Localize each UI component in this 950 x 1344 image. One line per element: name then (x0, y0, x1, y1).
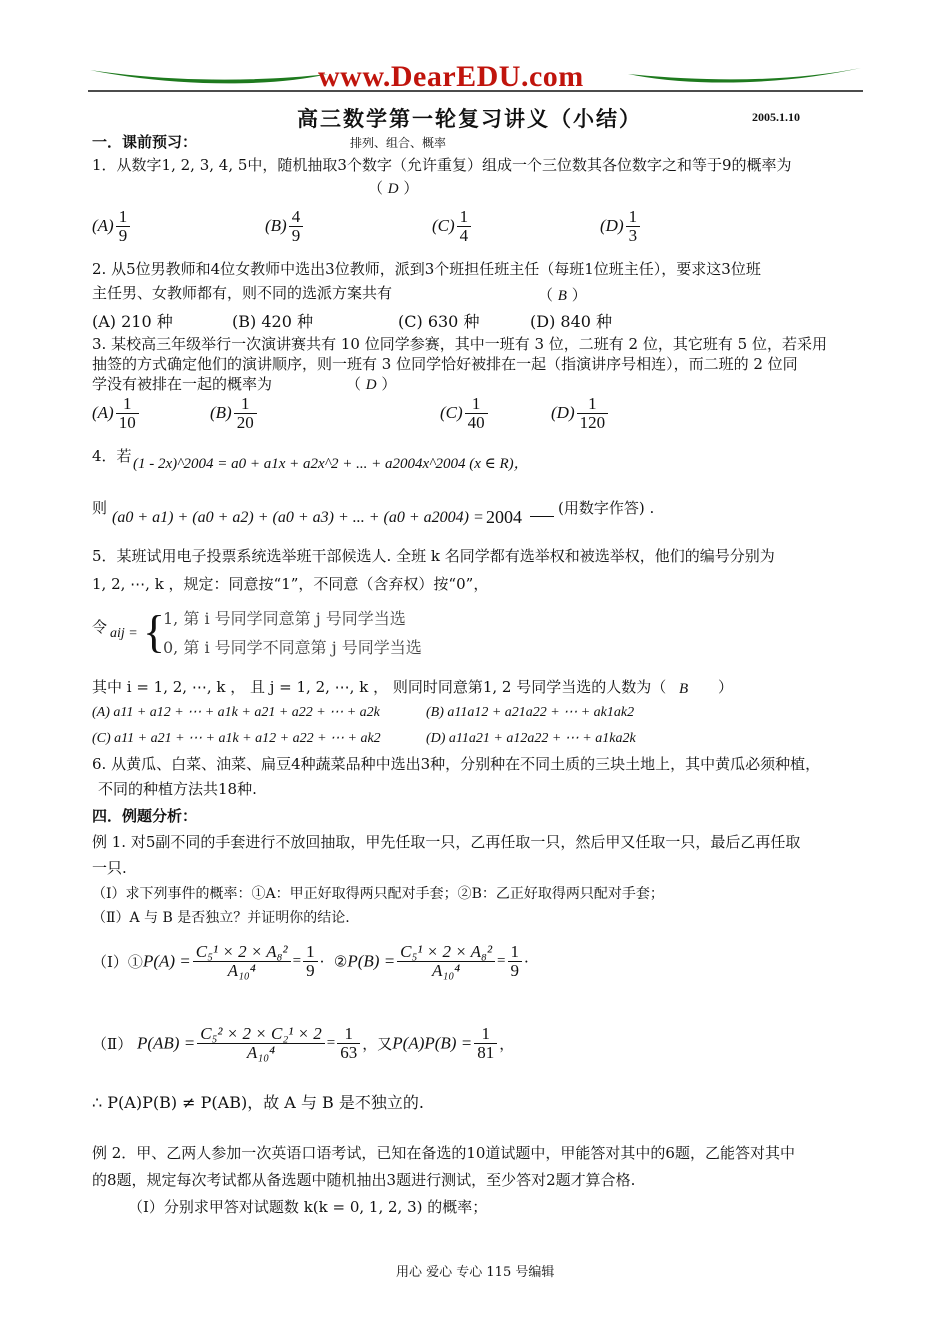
q1-option-a: (A) $\frac{1}{9}$ (92, 208, 132, 245)
q2-line2: 主任男、女教师都有，则不同的选派方案共有 (92, 284, 393, 302)
q4-prefix: 4．若 (92, 447, 132, 465)
q2-option-a: (A) 210 种 (92, 312, 173, 331)
ex1-part1: （Ⅰ）求下列事件的概率：①A：甲正好取得两只配对手套；②B：乙正好取得两只配对手套； (92, 886, 664, 902)
q2-answer-bracket: （ B ） (538, 286, 587, 304)
ex1-conclusion: ∴ P(A)P(B) ≠ P(AB)，故 A 与 B 是不独立的. (92, 1093, 424, 1112)
q4-answer-underline (530, 516, 554, 517)
q4-sum: (a0 + a1) + (a0 + a2) + (a0 + a3) + ... + (a0 + a2004) = (112, 509, 484, 526)
q5-option-d: (D) a11a21 + a12a22 + ⋯ + a1ka2k (426, 731, 636, 746)
site-logo-text: www.DearEDU.com (318, 60, 584, 93)
q3-option-c: (C) $\frac{1}{40}$ (440, 395, 490, 432)
section-heading-preview: 一．课前预习： (92, 133, 198, 151)
q5-answer: B (679, 681, 689, 697)
q1-text: 1．从数字1, 2, 3, 4, 5中，随机抽取3个数字（允许重复）组成一个三位数其各位数字之和等于9的概率为 (92, 156, 792, 174)
q4-note: (用数字作答) . (558, 499, 655, 517)
q6-line1: 6. 从黄瓜、白菜、油菜、扁豆4种蔬菜品种中选出3种，分别种在不同土质的三块土地上，其中黄瓜必须种植， (92, 755, 821, 773)
q3-option-b: (B) $\frac{1}{20}$ (210, 395, 259, 432)
ex1-line2: 一只. (92, 859, 127, 877)
q3-line1: 3. 某校高三年级举行一次演讲赛共有 10 位同学参赛，其中一班有 3 位，二班有 2 位，其它班有 5 位，若采用 (92, 335, 827, 353)
q3-answer-bracket: （ D ） (346, 375, 397, 393)
q1-answer: D (387, 181, 399, 197)
q5-option-c: (C) a11 + a21 + ⋯ + a1k + a12 + a22 + ⋯ + ak2 (92, 731, 381, 746)
q2-option-b: (B) 420 种 (232, 312, 313, 331)
q4-answer: 2004 (486, 507, 522, 527)
ex1-part2: （Ⅱ）A 与 B 是否独立？并证明你的结论. (92, 910, 350, 926)
q5-close: ） (718, 678, 734, 696)
q4-then: 则 (92, 499, 108, 517)
q5-option-a: (A) a11 + a12 + ⋯ + a1k + a21 + a22 + ⋯ + a2k (92, 705, 380, 720)
logo-swoosh-left (90, 70, 328, 83)
q5-brace: { (143, 606, 166, 657)
ex2-line1: 例 2．甲、乙两人参加一次英语口语考试，已知在备选的10道试题中，甲能答对其中的6题，乙能答对其中 (92, 1144, 795, 1162)
section-topics: 排列、组合、概率 (350, 136, 447, 150)
section-heading-examples: 四．例题分析： (92, 807, 198, 825)
ex2-line2: 的8题，规定每次考试都从备选题中随机抽出3题进行测试，至少答对2题才算合格. (92, 1171, 636, 1189)
q3-option-d: (D) $\frac{1}{120}$ (551, 395, 610, 432)
q5-case0: 0, 第 i 号同学不同意第 j 号同学当选 (163, 638, 422, 657)
logo-swoosh-right (628, 68, 861, 83)
q1-option-b: (B) $\frac{4}{9}$ (265, 208, 305, 245)
ex1-solution-1: （Ⅰ）①P(A) = $\frac{\text{C₅¹ × 2 × A₈²}}{\text{A₁₀⁴}}$ = $\frac{1}{9}$ · ②P(B) = $\frac{\text{C₅¹ × 2 × A₈²}}{\text{A₁₀⁴}}$ = $\frac{1}{9}$ · (92, 942, 529, 980)
q5-option-b: (B) a11a12 + a21a22 + ⋯ + ak1ak2 (426, 705, 635, 720)
q3-line2: 抽签的方式确定他们的演讲顺序，则一班有 3 位同学恰好被排在一起（指演讲序号相连），而二班的 2 位同 (92, 355, 798, 373)
q1-answer-bracket: （ D ） (368, 179, 419, 197)
q5-question: 其中 i = 1, 2, ⋯, k ， 且 j = 1, 2, ⋯, k ， 则同时同意第1, 2 号同学当选的人数为（ (92, 678, 667, 696)
ex1-solution-2: （Ⅱ） P(AB) = $\frac{\text{C₅² × 2 × C₂¹ × 2}}{\text{A₁₀⁴}}$ = $\frac{1}{63}$ ，又P(A)P(B) = $\frac{1}{81}$ ， (92, 1024, 515, 1062)
q4-expansion: (1 - 2x)^2004 = a0 + a1x + a2x^2 + ... + a2004x^2004 (x ∈ R)， (133, 456, 529, 472)
q2-line1: 2. 从5位男教师和4位女教师中选出3位教师，派到3个班担任班主任（每班1位班主任），要求这3位班 (92, 260, 761, 278)
q2-option-c: (C) 630 种 (398, 312, 480, 331)
q1-option-d: (D) $\frac{1}{3}$ (600, 208, 642, 245)
q2-answer: B (557, 288, 567, 304)
page-date: 2005.1.10 (752, 110, 800, 124)
q5-ling: 令 (92, 618, 108, 636)
q3-answer: D (365, 377, 377, 393)
ex1-line1: 例 1. 对5副不同的手套进行不放回抽取，甲先任取一只，乙再任取一只，然后甲又任取一只，最后乙再任取 (92, 833, 801, 851)
q5-line1: 5．某班试用电子投票系统选举班干部候选人. 全班 k 名同学都有选举权和被选举权，他们的编号分别为 (92, 547, 775, 565)
page-title: 高三数学第一轮复习讲义（小结） (297, 106, 642, 131)
q2-option-d: (D) 840 种 (530, 312, 613, 331)
q3-option-a: (A) $\frac{1}{10}$ (92, 395, 141, 432)
q5-case1: 1, 第 i 号同学同意第 j 号同学当选 (163, 609, 406, 628)
page-footer: 用心 爱心 专心 115 号编辑 (396, 1265, 555, 1280)
ex2-part1: （Ⅰ）分别求甲答对试题数 k(k = 0, 1, 2, 3) 的概率； (128, 1198, 488, 1216)
q5-line2: 1, 2, ⋯, k ，规定：同意按“1”，不同意（含弃权）按“0”， (92, 575, 489, 593)
q6-line2: 不同的种植方法共18种. (98, 780, 257, 798)
q1-option-c: (C) $\frac{1}{4}$ (432, 208, 473, 245)
q3-line3: 学没有被排在一起的概率为 (92, 375, 273, 393)
q5-aij: aij = (110, 626, 138, 641)
